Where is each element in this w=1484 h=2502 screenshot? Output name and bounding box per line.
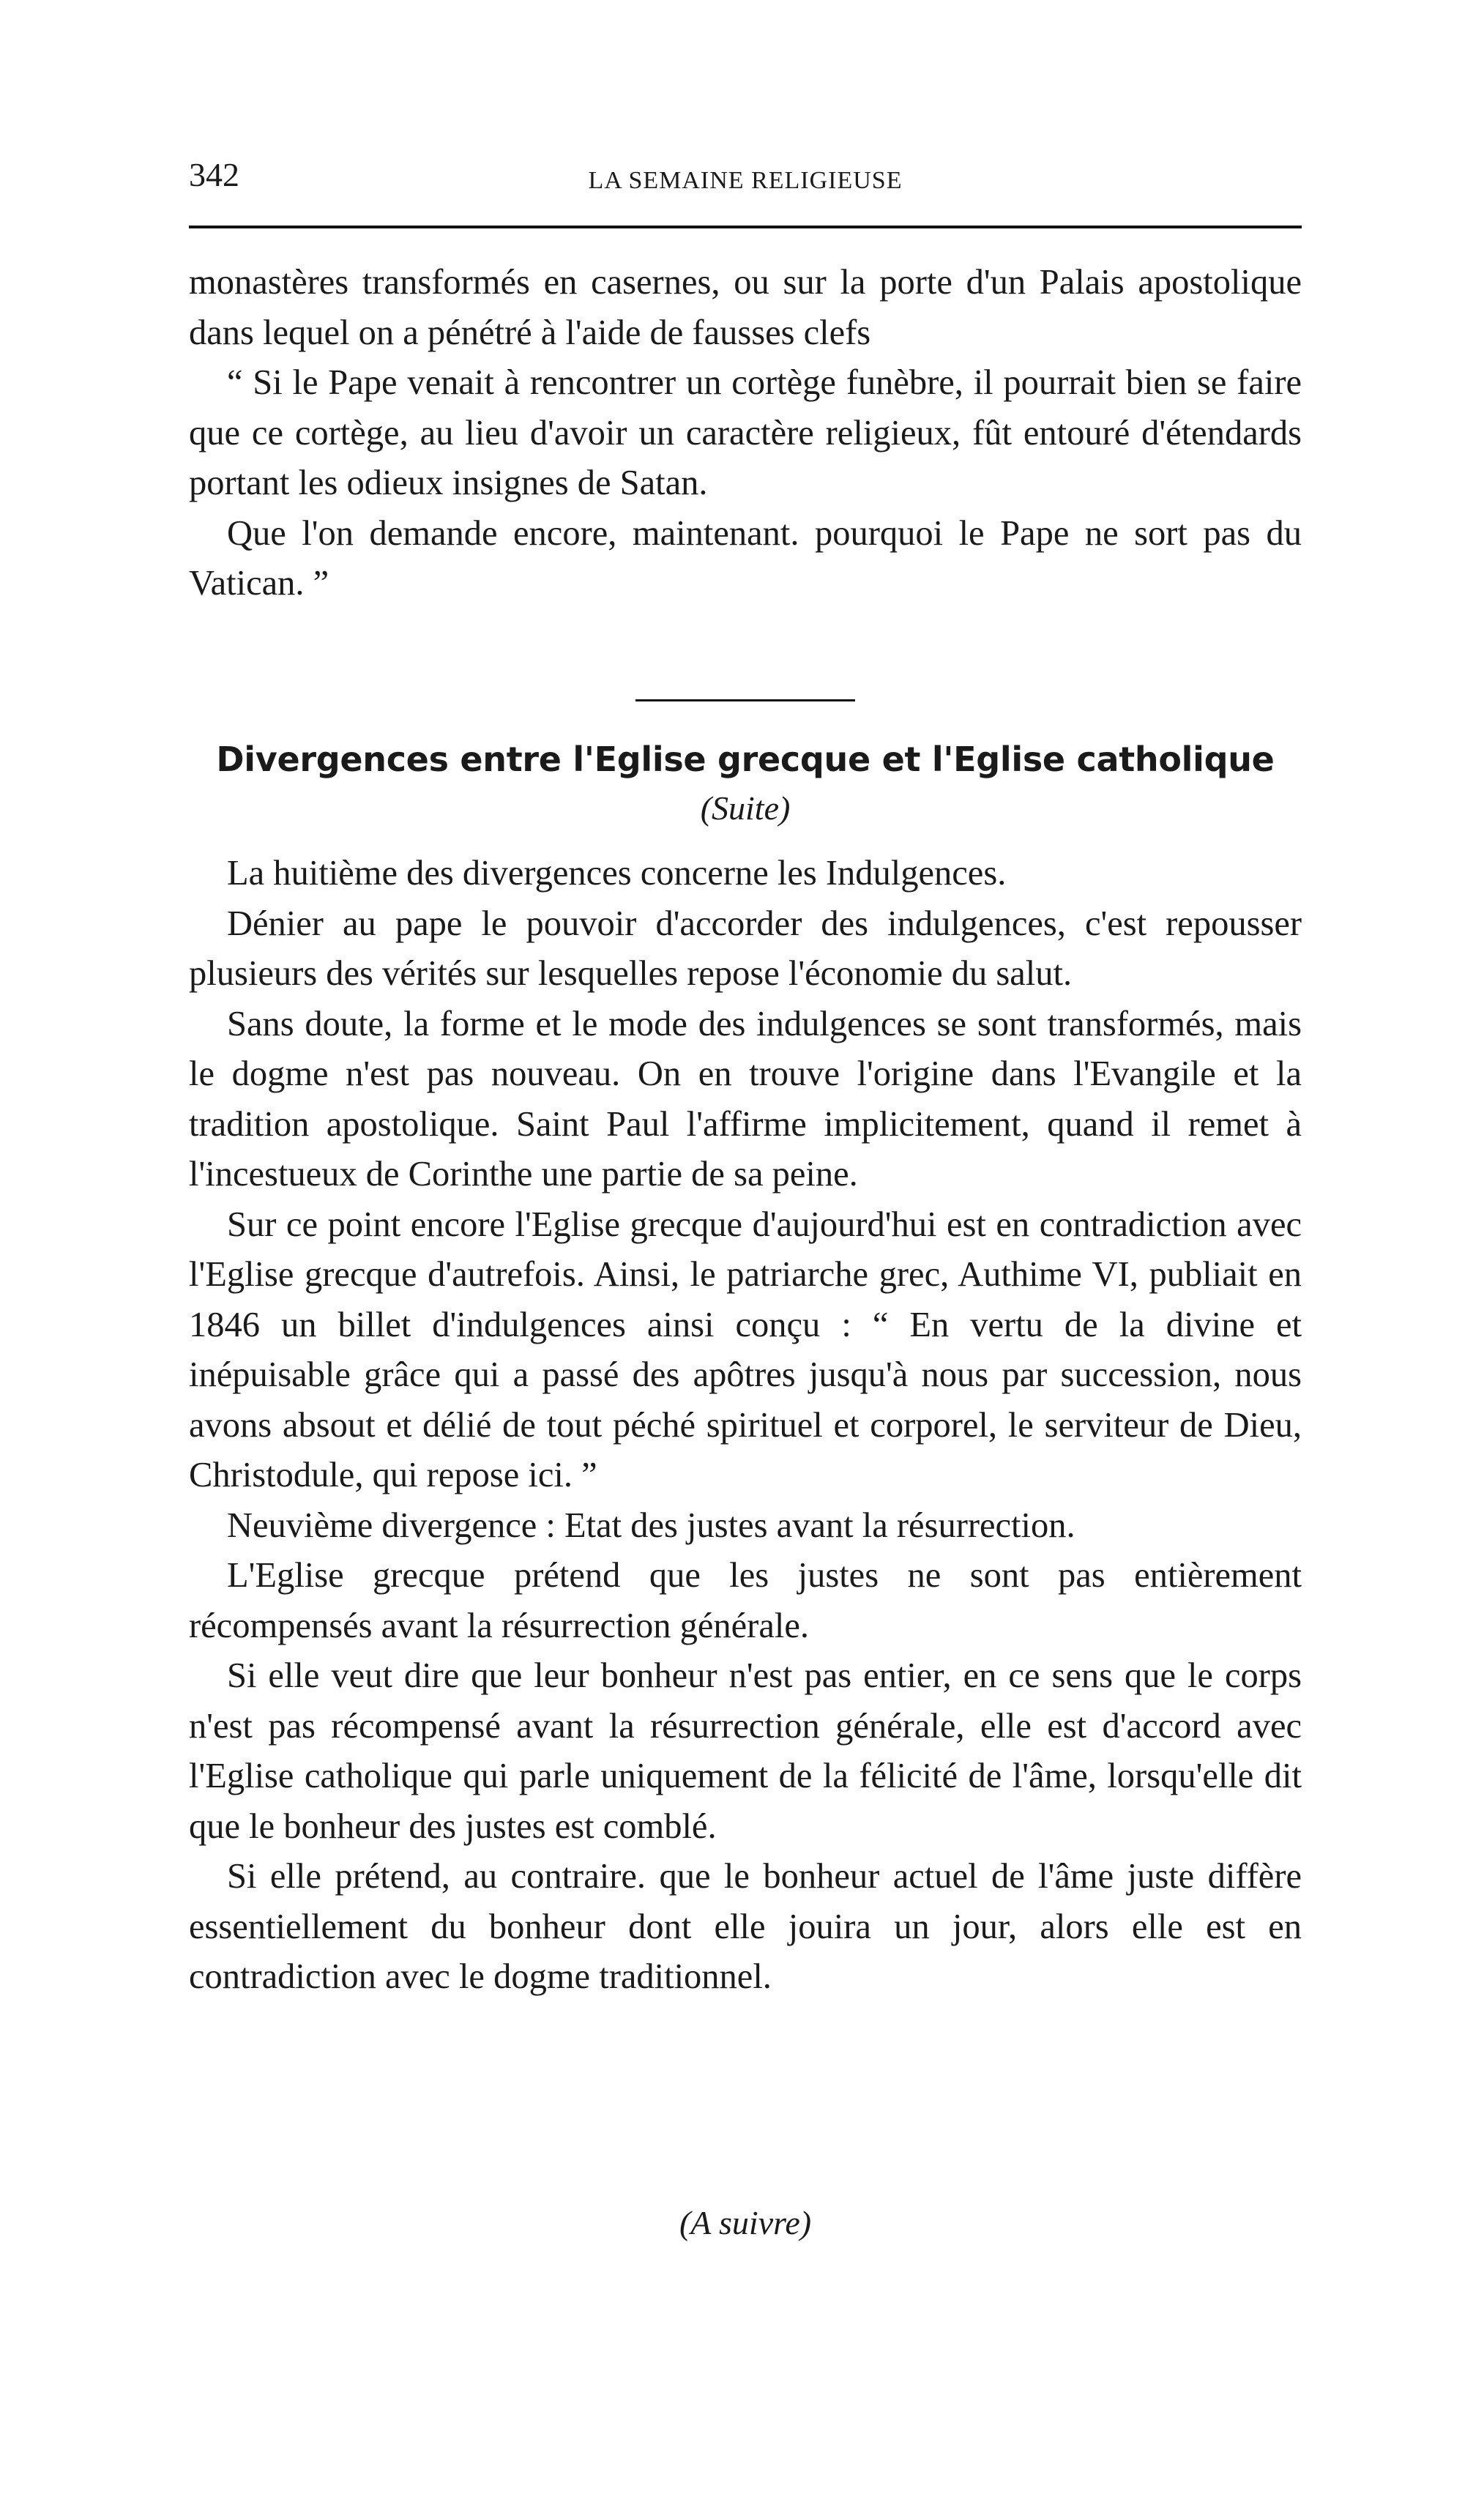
header-rule [189, 226, 1302, 228]
paragraph: monastères transformés en casernes, ou sur la porte d'un Palais apostolique dans lequel on a pénétré à l'aide de fausses clefs [189, 263, 1302, 352]
paragraph: “ Si le Pape venait à rencontrer un cortège funèbre, il pourrait bien se faire que ce cortège, au lieu d'avoir un caractère religieux, fût entouré d'étendards portant les odieux insignes de Satan. [189, 363, 1302, 502]
continued-text [189, 258, 1302, 609]
paragraph: Sur ce point encore l'Eglise grecque d'aujourd'hui est en contradiction avec l'Eglise grecque d'autrefois. Ainsi, le patriarche grec, Authime VI, publiait en 1846 un billet d'indulgences ainsi conçu : “ En vertu de la divine et inépuisable grâce qui a passé des apôtres jusqu'à nous par succession, nous avons absout et délié de tout péché spirituel et corporel, le serviteur de Dieu, Christodule, qui repose ici. ” [189, 1205, 1302, 1494]
to-be-continued: (A suivre) [679, 2204, 812, 2241]
article-body [189, 849, 1302, 2003]
paragraph: La huitième des divergences concerne les Indulgences. [227, 854, 1007, 893]
article-subtitle: (Suite) [700, 789, 791, 827]
document-page [189, 0, 1302, 2502]
paragraph: Si elle veut dire que leur bonheur n'est pas entier, en ce sens que le corps n'est pas récompensé avant la résurrection générale, elle est d'accord avec l'Eglise catholique qui parle uniquement de la félicité de l'âme, lorsqu'elle dit que le bonheur des justes est comblé. [189, 1656, 1302, 1846]
paragraph: L'Eglise grecque prétend que les justes ne sont pas entièrement récompensés avant la résurrection générale. [189, 1556, 1302, 1645]
paragraph: Que l'on demande encore, maintenant. pourquoi le Pape ne sort pas du Vatican. ” [189, 513, 1302, 603]
paragraph: Dénier au pape le pouvoir d'accorder des indulgences, c'est repousser plusieurs des vérités sur lesquelles repose l'économie du salut. [189, 904, 1302, 993]
running-title: LA SEMAINE RELIGIEUSE [588, 167, 903, 194]
paragraph: Si elle prétend, au contraire. que le bonheur actuel de l'âme juste diffère essentiellement du bonheur dont elle jouira un jour, alors elle est en contradiction avec le dogme traditionnel. [189, 1857, 1302, 1996]
section-separator [635, 699, 855, 701]
paragraph: Neuvième divergence : Etat des justes avant la résurrection. [227, 1505, 1075, 1545]
article-title: Divergences entre l'Eglise grecque et l'Eglise catholique [216, 740, 1275, 779]
page-header [189, 155, 1302, 206]
page-number: 342 [189, 156, 239, 193]
paragraph: Sans doute, la forme et le mode des indulgences se sont transformés, mais le dogme n'est pas nouveau. On en trouve l'origine dans l'Evangile et la tradition apostolique. Saint Paul l'affirme implicitement, quand il remet à l'incestueux de Corinthe une partie de sa peine. [189, 1004, 1302, 1194]
